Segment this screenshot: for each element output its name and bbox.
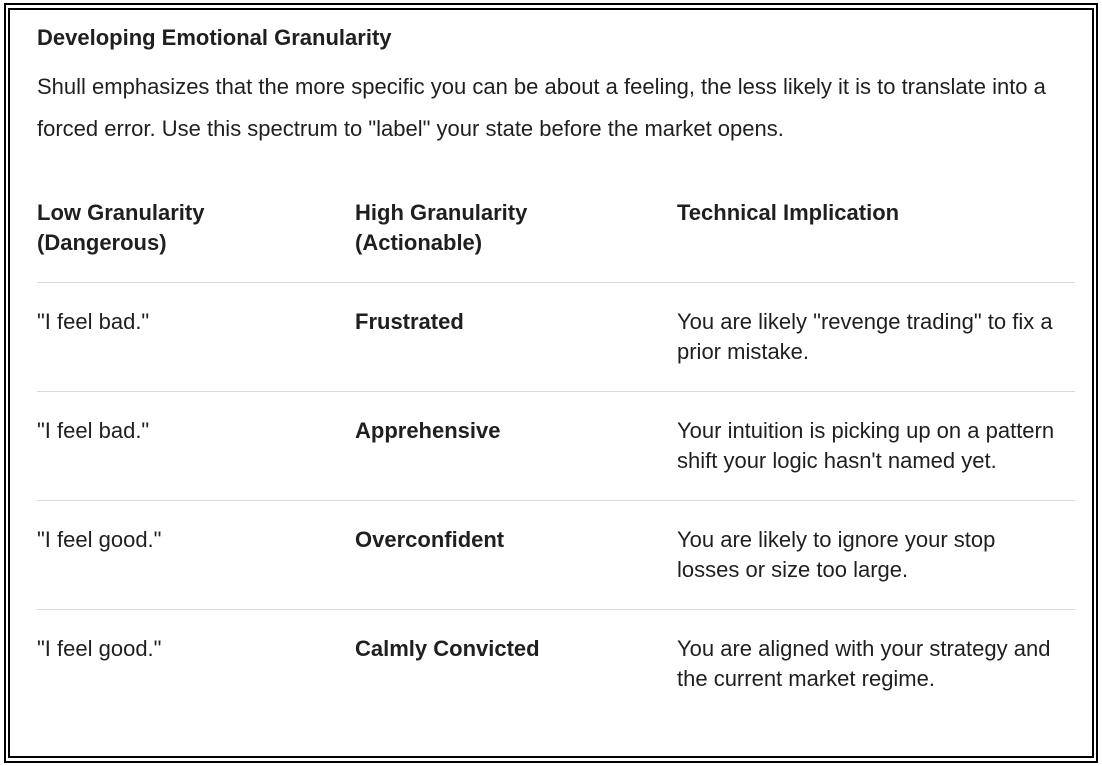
intro-paragraph: Shull emphasizes that the more specific you can be about a feeling, the less likely it is to translate into a forced error. Use this spectrum to "label" your state before the market opens. [37,74,1046,141]
high-granularity-cell: Apprehensive [355,418,501,443]
granularity-table [37,198,1075,694]
implication-cell: You are likely to ignore your stop losses or size too large. [677,527,996,582]
table-row [37,392,1075,501]
header-low-line2: (Dangerous) [37,230,167,255]
implication-cell: You are aligned with your strategy and the current market regime. [677,636,1051,691]
header-low-line1: Low Granularity [37,200,205,225]
table-row [37,610,1075,695]
section-heading: Developing Emotional Granularity [37,25,392,50]
header-high-granularity [355,198,677,283]
header-low-granularity [37,198,355,283]
implication-cell: You are likely "revenge trading" to fix a prior mistake. [677,309,1053,364]
table-row [37,501,1075,610]
low-granularity-cell: "I feel bad." [37,309,150,334]
low-granularity-cell: "I feel good." [37,527,162,552]
table-row [37,283,1075,392]
high-granularity-cell: Calmly Convicted [355,636,540,661]
header-high-line2: (Actionable) [355,230,483,255]
header-technical-implication [677,198,1075,283]
header-implication-line1: Technical Implication [677,200,900,225]
document-section [37,22,1077,694]
high-granularity-cell: Frustrated [355,309,464,334]
implication-cell: Your intuition is picking up on a pattern shift your logic hasn't named yet. [677,418,1055,473]
low-granularity-cell: "I feel good." [37,636,162,661]
header-high-line1: High Granularity [355,200,528,225]
high-granularity-cell: Overconfident [355,527,505,552]
table-header-row [37,198,1075,283]
low-granularity-cell: "I feel bad." [37,418,150,443]
